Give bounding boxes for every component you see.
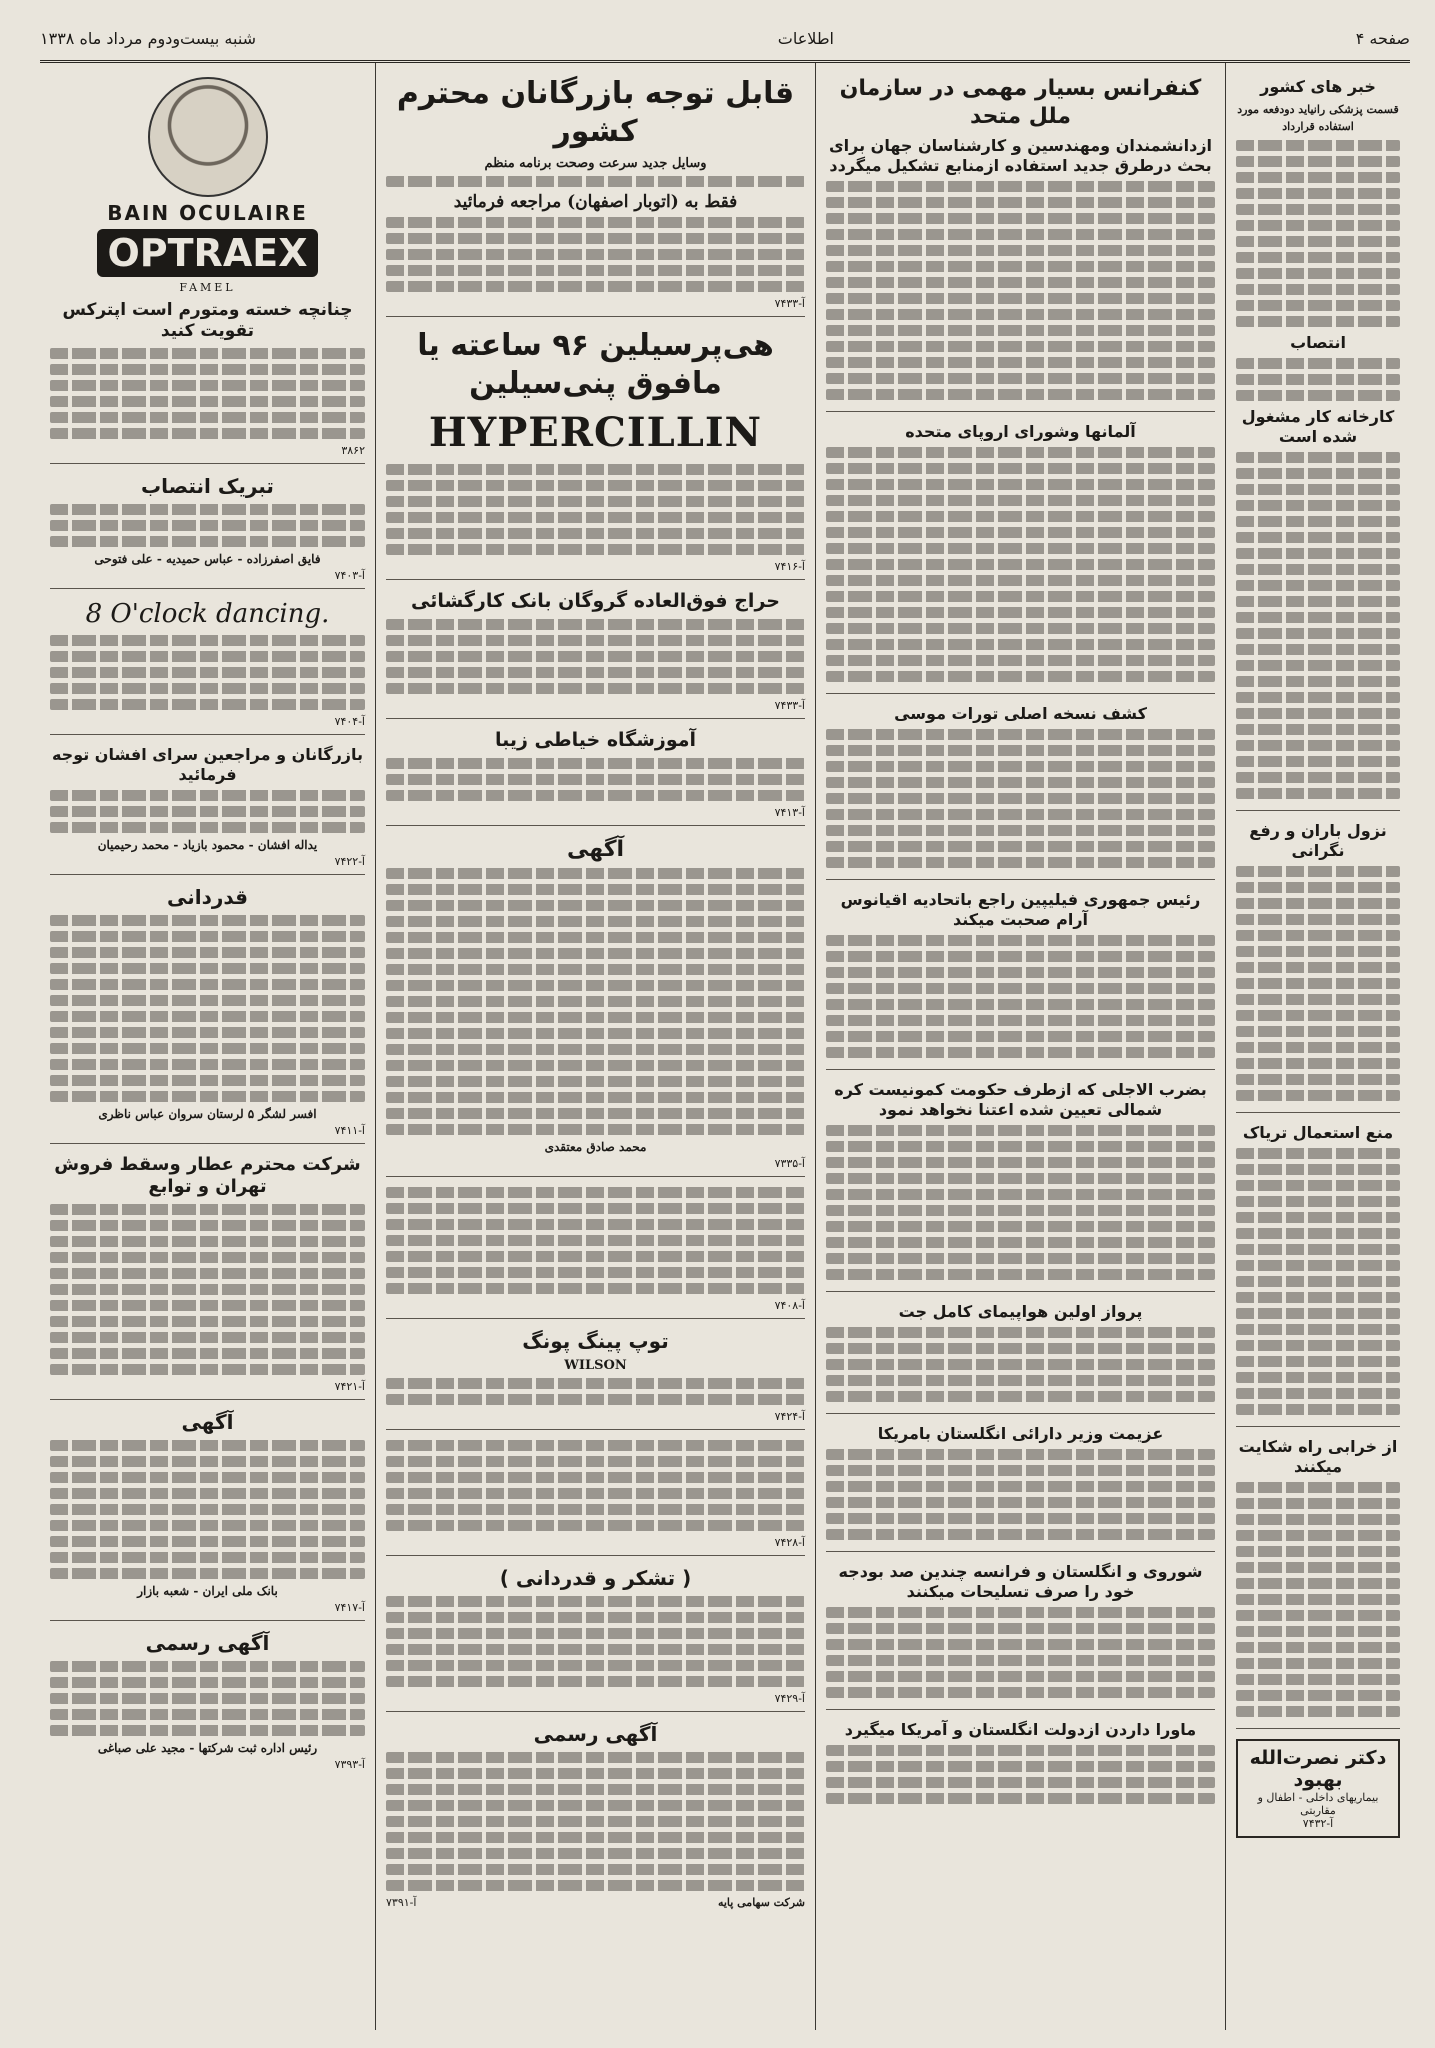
tailoring-ad	[386, 729, 805, 826]
philippines-article	[826, 890, 1215, 1070]
auction-code: آ-۷۴۳۳	[774, 698, 805, 712]
dancing-ad	[50, 599, 365, 735]
news-sub: قسمت پزشکی رانیاید دودفعه مورد استفاده قرارداد	[1237, 103, 1399, 134]
exam-ad	[386, 1187, 805, 1319]
un-headline: کنفرانس بسیار مهمی در سازمان ملل متحد	[839, 76, 1202, 129]
column-national-news	[1225, 63, 1410, 2030]
rain-block	[1236, 821, 1400, 1113]
bank-code: آ-۷۴۱۷	[334, 1600, 365, 1614]
road-block	[1236, 1437, 1400, 1729]
company-ad	[50, 1154, 365, 1400]
doctor-name: دکتر نصرت‌الله بهبود	[1249, 1747, 1387, 1792]
factory-title: کارخانه کار مشغول شده است	[1241, 407, 1395, 447]
opium-block	[1236, 1123, 1400, 1427]
registry-headline: آگهی رسمی	[145, 1630, 270, 1655]
gratitude-code: آ-۷۴۱۱	[334, 1123, 365, 1137]
finance-headline: عزیمت وزیر دارائی انگلستان بامریکا	[877, 1424, 1164, 1443]
gratitude-headline: قدردانی	[166, 884, 249, 909]
company-code: آ-۷۴۲۱	[334, 1379, 365, 1393]
afshan-code: آ-۷۴۲۲	[334, 854, 365, 868]
appointment-title: انتصاب	[1290, 333, 1346, 353]
europe-headline: آلمانها وشورای اروپای متحده	[905, 422, 1136, 441]
philippines-headline: رئیس جمهوری فیلیپین راجع باتحادیه اقیانوس آرام صحبت میکند	[840, 890, 1201, 929]
doctor-specialty: بیماریهای داخلی - اطفال و مقاربتی	[1257, 1791, 1379, 1818]
bank-ad	[50, 1410, 365, 1621]
opium-title: منع استعمال تریاک	[1242, 1123, 1394, 1143]
finance-article	[826, 1424, 1215, 1552]
auction-headline: حراج فوق‌العاده گروگان بانک کارگشائی	[411, 590, 780, 612]
thanks-ad	[386, 1566, 805, 1712]
masthead	[40, 18, 1410, 58]
page-number: صفحه ۴	[1355, 28, 1410, 48]
notice-ad	[386, 836, 805, 1178]
newspaper-page	[40, 60, 1410, 2030]
optraex-maker: FAMEL	[179, 281, 236, 294]
registry-code: آ-۷۳۹۳	[334, 1757, 365, 1771]
tailoring-code: آ-۷۴۱۳	[774, 805, 805, 819]
doctor-ad	[1236, 1739, 1400, 1838]
un-subheadline: ازدانشمندان ومهندسین و کارشناسان جهان برای بحث درطرق جدید استفاده ازمنابع تشکیل میگردد	[828, 136, 1213, 175]
moses-headline: کشف نسخه اصلی تورات موسی	[894, 704, 1147, 723]
eye-illustration-icon	[148, 77, 268, 197]
hypercillin-code: آ-۷۴۱۶	[774, 560, 805, 573]
pingpong-code: آ-۷۴۲۴	[774, 1410, 805, 1423]
dancing-code: آ-۷۴۰۴	[334, 714, 365, 728]
hypercillin-latin: HYPERCILLIN	[428, 409, 763, 456]
exam-code: آ-۷۴۰۸	[774, 1299, 805, 1312]
auction-ad	[386, 590, 805, 719]
rain-title: نزول باران و رفع نگرانی	[1249, 821, 1387, 861]
company-headline: شرکت محترم عطار وسقط فروش تهران و توابع	[54, 1153, 361, 1197]
khurshid-ad	[386, 1440, 805, 1556]
transport-cta: فقط به (اتوبار اصفهان) مراجعه فرمائید	[453, 192, 738, 212]
europe-article	[826, 422, 1215, 694]
oil-article	[826, 1720, 1215, 1815]
notice-code: آ-۷۳۳۵	[774, 1157, 805, 1170]
budget-article	[826, 1562, 1215, 1710]
afshan-headline: بازرگانان و مراجعین سرای افشان توجه فرمائید	[51, 744, 364, 784]
official-signature: شرکت سهامی پایه	[717, 1896, 805, 1909]
optraex-brand-line: BAIN OCULAIRE	[107, 201, 308, 225]
optraex-ad	[50, 77, 365, 464]
korea-headline: بضرب الاجلی که ازطرف حکومت کمونیست کره شمالی تعیین شده اعتنا نخواهد نمود	[834, 1080, 1207, 1119]
jet-article	[826, 1302, 1215, 1414]
column-world-news	[815, 63, 1225, 2030]
dancing-headline: 8 O'clock dancing.	[85, 598, 330, 629]
issue-date: شنبه بیست‌ودوم مرداد ماه ۱۳۳۸	[40, 28, 257, 48]
optraex-code: ۳۸۶۲	[341, 443, 365, 457]
bank-signature: بانک ملی ایران - شعبه بازار	[137, 1583, 278, 1598]
congrats-headline: تبریک انتصاب	[141, 473, 274, 498]
news-title: خبر های کشور	[1260, 77, 1376, 96]
pingpong-headline: توپ پینگ پونگ	[522, 1329, 669, 1353]
official-code: آ-۷۳۹۱	[386, 1896, 417, 1909]
optraex-logo: OPTRAEX	[97, 229, 317, 277]
registry-ad	[50, 1631, 365, 1777]
official-headline: آگهی رسمی	[533, 1722, 658, 1746]
tailoring-headline: آموزشگاه خیاطی زیبا	[494, 728, 697, 751]
budget-headline: شوروی و انگلستان و فرانسه چندین صد بودجه خود را صرف تسلیحات میکنند	[838, 1562, 1203, 1601]
gratitude-ad	[50, 885, 365, 1144]
transport-sub: وسایل جدید سرعت وصحت برنامه منظم	[484, 156, 707, 171]
gratitude-signature: افسر لشگر ۵ لرستان سروان عباس ناظری	[98, 1106, 317, 1121]
news-block	[1236, 77, 1400, 811]
thanks-code: آ-۷۴۲۹	[774, 1692, 805, 1705]
congrats-ad	[50, 474, 365, 589]
moses-article	[826, 704, 1215, 880]
notice-headline: آگهی	[566, 836, 625, 862]
doctor-code: آ-۷۴۳۲	[1302, 1817, 1334, 1831]
transport-headline: قابل توجه بازرگانان محترم کشور	[396, 76, 795, 149]
khurshid-code: آ-۷۴۲۸	[774, 1536, 805, 1549]
pingpong-ad	[386, 1329, 805, 1430]
road-title: از خرابی راه شکایت میکنند	[1238, 1437, 1398, 1477]
column-ads-left	[40, 63, 375, 2030]
un-conference-article	[826, 75, 1215, 412]
official-ad	[386, 1722, 805, 1915]
registry-signature: رئیس اداره ثبت شرکتها - مجید علی صباغی	[97, 1740, 318, 1755]
thanks-headline: ( تشکر و قدردانی )	[499, 1566, 692, 1590]
jet-headline: پرواز اولین هواپیمای کامل جت	[898, 1302, 1143, 1321]
notice-signature: محمد صادق معتقدی	[544, 1140, 647, 1154]
congrats-signature: فایق اصفرزاده - عباس حمیدیه - علی فتوحی	[94, 551, 321, 566]
korea-article	[826, 1080, 1215, 1292]
oil-headline: ماورا داردن ازدولت انگلستان و آمریکا میگیرد	[844, 1720, 1197, 1739]
column-ads-center	[375, 63, 815, 2030]
optraex-slogan: چنانچه خسته ومتورم است اپترکس تقویت کنید	[62, 300, 353, 342]
paper-name: اطلاعات	[777, 28, 834, 48]
congrats-code: آ-۷۴۰۳	[334, 568, 365, 582]
hypercillin-headline: هی‌پرسیلین ۹۶ ساعته یا مافوق پنی‌سیلین	[417, 328, 774, 401]
hypercillin-ad	[386, 327, 805, 580]
transport-code: آ-۷۴۳۳	[774, 297, 805, 310]
bank-headline: آگهی	[181, 1409, 234, 1434]
afshan-ad	[50, 745, 365, 875]
pingpong-brand: WILSON	[564, 1358, 627, 1373]
transport-ad	[386, 75, 805, 317]
afshan-signature: یداله افشان - محمود بازیاد - محمد رحیمیان	[97, 837, 318, 852]
